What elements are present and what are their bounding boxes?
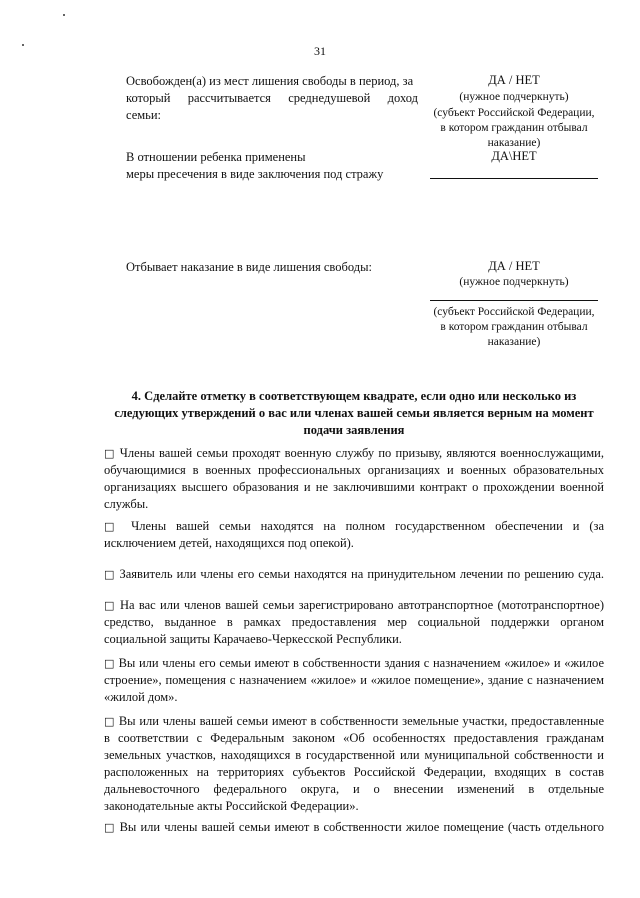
scan-speck <box>63 14 65 16</box>
row1-left-line: семьи: <box>126 108 162 122</box>
row1-hint: (нужное подчеркнуть) <box>459 91 569 103</box>
checkbox-item-state-support: □ Члены вашей семьи находятся на полном государственном обеспечении и (за исключением детей, находящихся под опекой). <box>104 519 604 550</box>
row3-underline <box>430 300 598 301</box>
row1-answer: ДА / НЕТ <box>488 73 540 87</box>
checkbox[interactable]: □ <box>104 715 116 728</box>
checkbox-item-dwelling: □ Вы или члены вашей семьи имеют в собственности жилое помещение (часть отдельного <box>104 820 604 834</box>
row1-note: наказание) <box>487 137 541 149</box>
checkbox-item-military: □ Члены вашей семьи проходят военную службу по призыву, являются военнослужащими, обучающимися в военных профессиональных организациях и военных образовательных организациях высшего образования и не заключившими контракт о прохождении военной службы. <box>104 446 604 511</box>
checkbox-item-land-plots: □ Вы или члены вашей семьи имеют в собственности земельные участки, предоставленные в соответствии с Федеральным законом «Об особенностях предоставления гражданам земельных участков, находящихся в государственной или муниципальной собственности и расположенных на территориях субъектов Российской Федерации, входящих в состав дальневосточного федерального округа, и о внесении изменений в отдельные законодательные акты Российской Федерации». <box>104 714 604 813</box>
row2-left-line: меры пресечения в виде заключения под стражу <box>126 167 384 181</box>
checkbox[interactable]: □ <box>104 447 116 460</box>
row3-left-line: Отбывает наказание в виде лишения свободы: <box>126 260 372 274</box>
checkbox-item-residential-buildings: □ Вы или члены его семьи имеют в собственности здания с назначением «жилое» и «жилое строение», помещения с назначением «жилое» и «жилое помещение», здание с назначением «жилой дом». <box>104 656 604 704</box>
row3-note: наказание) <box>487 336 541 348</box>
row2-answer: ДА\НЕТ <box>491 149 537 163</box>
section4-heading-line: подачи заявления <box>303 423 405 437</box>
row1-note: в котором гражданин отбывал <box>440 122 588 134</box>
section4-heading-line: 4. Сделайте отметку в соответствующем квадрате, если одно или несколько из <box>131 389 577 403</box>
checkbox[interactable]: □ <box>104 599 116 612</box>
checkbox[interactable]: □ <box>104 821 116 834</box>
section4-heading-line: следующих утверждений о вас или членах вашей семьи является верным на момент <box>114 406 594 420</box>
row1-left-line: Освобожден(а) из мест лишения свободы в период, за <box>126 74 414 88</box>
page-number: 31 <box>314 44 326 58</box>
row2-underline <box>430 178 598 179</box>
checkbox[interactable]: □ <box>104 568 116 581</box>
row3-note: в котором гражданин отбывал <box>440 321 588 333</box>
row3-hint: (нужное подчеркнуть) <box>459 276 569 288</box>
checkbox-item-treatment: □ Заявитель или члены его семьи находятся на принудительном лечении по решению суда. <box>104 567 605 581</box>
row1-left-line: который рассчитывается среднедушевой доход <box>126 91 418 105</box>
row2-left-line: В отношении ребенка применены <box>126 150 306 164</box>
section4-heading <box>104 388 604 439</box>
checkbox-item-vehicle: □ На вас или членов вашей семьи зарегистрировано автотранспортное (мототранспортное) средство, выданное в рамках предоставления мер социальной поддержки органом социальной защиты Карачаево-Черкесской Республики. <box>104 598 604 646</box>
checkbox[interactable]: □ <box>104 520 122 533</box>
row3-note: (субъект Российской Федерации, <box>433 306 595 318</box>
row3-answer: ДА / НЕТ <box>488 259 540 273</box>
row1-note: (субъект Российской Федерации, <box>433 107 595 119</box>
checkbox[interactable]: □ <box>104 657 115 670</box>
